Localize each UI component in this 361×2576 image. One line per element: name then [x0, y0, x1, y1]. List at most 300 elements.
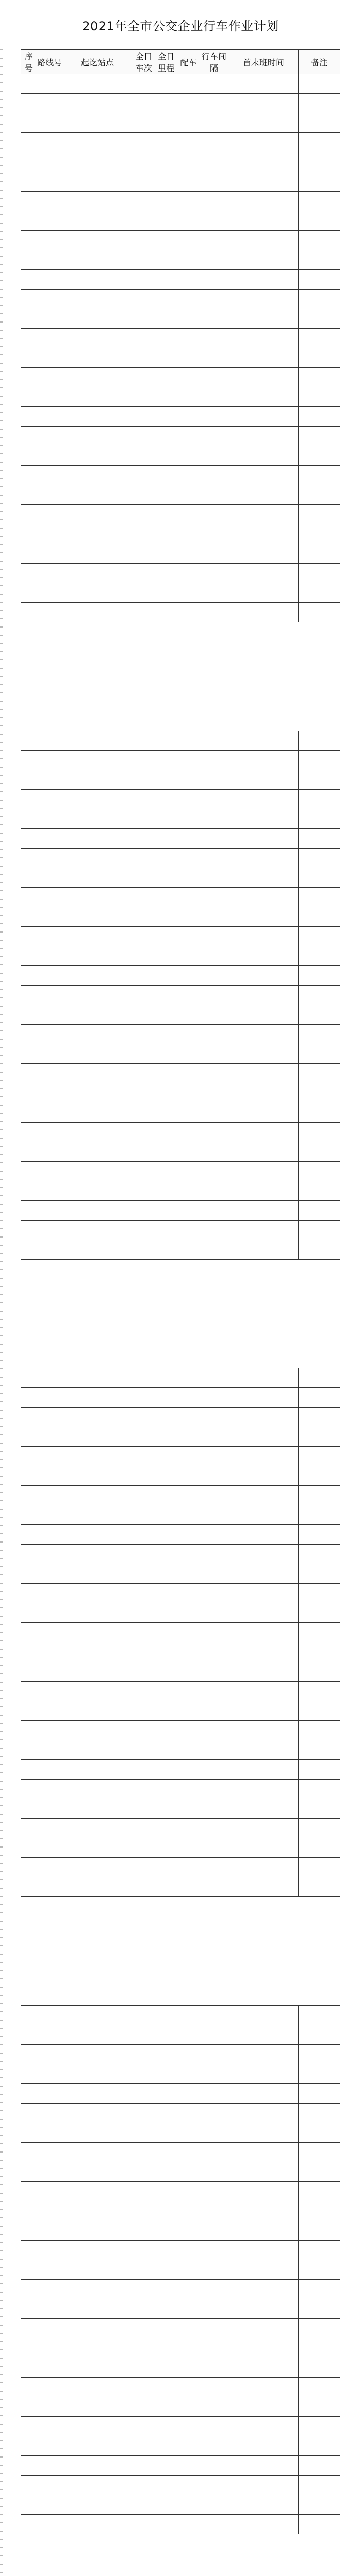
table-cell: [177, 2476, 200, 2495]
table-cell: [133, 368, 155, 387]
table-cell: [155, 1760, 177, 1780]
table-cell: [37, 2045, 62, 2064]
table-cell: [299, 1486, 340, 1505]
table-cell: [62, 407, 133, 427]
table-cell: [228, 1447, 299, 1466]
table-cell: [228, 1201, 299, 1221]
table-cell: [133, 1603, 155, 1623]
table-cell: [21, 2084, 37, 2104]
table-cell: [21, 1662, 37, 1682]
table-cell: [133, 329, 155, 348]
table-cell: [155, 211, 177, 231]
table-row: [21, 2436, 340, 2456]
table-cell: [21, 231, 37, 250]
table-row: [21, 907, 340, 927]
table-cell: [177, 790, 200, 809]
table-cell: [133, 1005, 155, 1025]
table-cell: [155, 2143, 177, 2162]
table-cell: [133, 1682, 155, 1701]
table-cell: [62, 1162, 133, 1181]
table-cell: [228, 1486, 299, 1505]
table-cell: [21, 1838, 37, 1858]
table-cell: [133, 1819, 155, 1838]
table-cell: [299, 505, 340, 524]
table-cell: [37, 113, 62, 133]
table-cell: [299, 2241, 340, 2260]
table-cell: [62, 270, 133, 290]
table-cell: [155, 1740, 177, 1760]
table-cell: [200, 2123, 228, 2143]
table-cell: [37, 2436, 62, 2456]
table-cell: [228, 329, 299, 348]
table-row: [21, 1142, 340, 1162]
col-header-mileage: 全日里程: [155, 50, 177, 74]
table-cell: [228, 2045, 299, 2064]
table-cell: [200, 172, 228, 192]
table-cell: [37, 1162, 62, 1181]
table-cell: [133, 2476, 155, 2495]
table-cell: [155, 790, 177, 809]
table-cell: [133, 1064, 155, 1083]
table-cell: [37, 907, 62, 927]
table-cell: [200, 2456, 228, 2476]
table-cell: [37, 1838, 62, 1858]
table-cell: [133, 2260, 155, 2280]
table-row: [21, 113, 340, 133]
table-cell: [228, 485, 299, 505]
table-cell: [21, 1142, 37, 1162]
table-cell: [21, 2123, 37, 2143]
table-row: [21, 1584, 340, 1603]
table-cell: [155, 966, 177, 986]
table-row: [21, 829, 340, 849]
table-cell: [200, 1799, 228, 1819]
table-cell: [228, 211, 299, 231]
table-cell: [155, 485, 177, 505]
table-cell: [37, 427, 62, 446]
schedule-rows-block-3: [21, 1368, 340, 1897]
table-cell: [299, 1525, 340, 1545]
table-cell: [37, 1447, 62, 1466]
table-row: [21, 211, 340, 231]
table-cell: [21, 250, 37, 270]
table-cell: [200, 309, 228, 329]
table-cell: [228, 2378, 299, 2397]
table-cell: [155, 2025, 177, 2045]
table-cell: [228, 1603, 299, 1623]
table-row: [21, 2338, 340, 2358]
table-cell: [133, 446, 155, 466]
table-cell: [200, 1877, 228, 1897]
table-cell: [299, 809, 340, 829]
table-cell: [37, 888, 62, 907]
table-cell: [62, 368, 133, 387]
table-cell: [155, 1662, 177, 1682]
table-cell: [228, 152, 299, 172]
table-row: [21, 2123, 340, 2143]
table-cell: [228, 309, 299, 329]
table-cell: [155, 583, 177, 603]
table-row: [21, 2221, 340, 2241]
table-cell: [177, 2162, 200, 2182]
table-cell: [299, 2378, 340, 2397]
table-cell: [177, 74, 200, 94]
table-cell: [21, 1525, 37, 1545]
table-cell: [228, 1064, 299, 1083]
table-cell: [37, 809, 62, 829]
table-cell: [133, 2417, 155, 2436]
table-cell: [177, 809, 200, 829]
table-cell: [155, 1368, 177, 1388]
table-cell: [177, 1142, 200, 1162]
table-cell: [228, 966, 299, 986]
table-cell: [21, 2280, 37, 2299]
table-row: [21, 329, 340, 348]
table-cell: [200, 1427, 228, 1447]
table-cell: [200, 1682, 228, 1701]
table-cell: [21, 868, 37, 888]
table-cell: [133, 427, 155, 446]
table-cell: [177, 2104, 200, 2123]
table-cell: [133, 270, 155, 290]
table-row: [21, 1181, 340, 1201]
table-cell: [200, 849, 228, 868]
table-cell: [177, 2064, 200, 2084]
table-cell: [155, 2436, 177, 2456]
table-cell: [177, 2358, 200, 2378]
table-cell: [155, 1181, 177, 1201]
table-cell: [133, 829, 155, 849]
table-cell: [37, 368, 62, 387]
table-cell: [62, 1388, 133, 1408]
table-cell: [21, 387, 37, 407]
col-header-stops: 起讫站点: [62, 50, 133, 74]
table-cell: [37, 770, 62, 790]
table-cell: [177, 2123, 200, 2143]
table-cell: [155, 1025, 177, 1044]
table-cell: [200, 2006, 228, 2025]
table-cell: [200, 829, 228, 849]
table-cell: [299, 1780, 340, 1799]
table-row: [21, 1525, 340, 1545]
table-cell: [62, 1221, 133, 1240]
table-cell: [200, 1838, 228, 1858]
table-cell: [62, 152, 133, 172]
table-cell: [37, 231, 62, 250]
table-cell: [21, 770, 37, 790]
table-cell: [21, 524, 37, 544]
table-cell: [37, 1201, 62, 1221]
table-cell: [21, 309, 37, 329]
schedule-rows-block-2: [21, 731, 340, 1260]
table-cell: [21, 1221, 37, 1240]
table-row: [21, 2143, 340, 2162]
table-row: [21, 1564, 340, 1584]
table-cell: [228, 113, 299, 133]
table-cell: [177, 387, 200, 407]
table-cell: [177, 770, 200, 790]
table-cell: [177, 1858, 200, 1877]
table-cell: [155, 192, 177, 211]
table-cell: [155, 1388, 177, 1408]
table-cell: [228, 1877, 299, 1897]
table-cell: [21, 1064, 37, 1083]
table-cell: [200, 524, 228, 544]
table-cell: [37, 524, 62, 544]
table-cell: [21, 790, 37, 809]
table-cell: [37, 2123, 62, 2143]
table-cell: [37, 2358, 62, 2378]
table-cell: [177, 1642, 200, 1662]
table-cell: [177, 2280, 200, 2299]
table-cell: [228, 2338, 299, 2358]
table-cell: [177, 2495, 200, 2515]
table-cell: [228, 946, 299, 966]
table-cell: [21, 290, 37, 309]
table-cell: [228, 731, 299, 751]
table-cell: [21, 1858, 37, 1877]
table-cell: [200, 2045, 228, 2064]
table-cell: [299, 603, 340, 622]
schedule-table-block-4: [21, 2005, 340, 2534]
table-row: [21, 348, 340, 368]
table-cell: [37, 192, 62, 211]
table-cell: [177, 986, 200, 1005]
table-cell: [299, 192, 340, 211]
table-cell: [177, 1623, 200, 1642]
table-cell: [299, 1142, 340, 1162]
table-cell: [177, 1525, 200, 1545]
table-cell: [21, 1025, 37, 1044]
table-cell: [177, 113, 200, 133]
table-cell: [177, 1584, 200, 1603]
table-cell: [299, 407, 340, 427]
table-cell: [21, 329, 37, 348]
table-cell: [200, 966, 228, 986]
table-cell: [228, 2417, 299, 2436]
page-gap: [21, 622, 340, 731]
table-cell: [200, 1525, 228, 1545]
table-cell: [21, 2358, 37, 2378]
table-cell: [228, 1564, 299, 1584]
table-cell: [62, 603, 133, 622]
table-cell: [299, 1368, 340, 1388]
table-cell: [21, 2182, 37, 2201]
table-cell: [177, 1486, 200, 1505]
table-cell: [200, 387, 228, 407]
table-cell: [299, 2162, 340, 2182]
table-cell: [37, 133, 62, 152]
table-cell: [200, 1123, 228, 1142]
table-cell: [133, 1662, 155, 1682]
table-cell: [21, 2338, 37, 2358]
page-gap: [21, 2534, 340, 2576]
table-cell: [177, 309, 200, 329]
table-cell: [62, 1447, 133, 1466]
table-cell: [155, 1427, 177, 1447]
table-cell: [177, 1740, 200, 1760]
table-cell: [133, 583, 155, 603]
table-cell: [21, 1564, 37, 1584]
table-cell: [21, 113, 37, 133]
table-cell: [133, 113, 155, 133]
table-cell: [177, 1005, 200, 1025]
table-row: [21, 2378, 340, 2397]
table-cell: [228, 2515, 299, 2534]
table-cell: [37, 1388, 62, 1408]
table-cell: [299, 907, 340, 927]
table-row: [21, 1819, 340, 1838]
table-cell: [62, 2397, 133, 2417]
table-cell: [228, 250, 299, 270]
table-cell: [133, 2201, 155, 2221]
table-cell: [155, 927, 177, 946]
table-cell: [299, 172, 340, 192]
table-cell: [177, 446, 200, 466]
table-cell: [133, 2143, 155, 2162]
table-cell: [299, 1181, 340, 1201]
table-cell: [228, 1740, 299, 1760]
table-cell: [37, 583, 62, 603]
table-cell: [228, 407, 299, 427]
table-cell: [133, 2319, 155, 2338]
table-cell: [155, 1447, 177, 1466]
table-cell: [21, 1466, 37, 1486]
table-cell: [200, 94, 228, 113]
table-cell: [155, 1799, 177, 1819]
table-row: [21, 2182, 340, 2201]
table-cell: [133, 564, 155, 583]
table-cell: [177, 1564, 200, 1584]
table-row: [21, 290, 340, 309]
table-cell: [21, 1123, 37, 1142]
table-cell: [37, 172, 62, 192]
table-cell: [155, 2006, 177, 2025]
table-cell: [155, 133, 177, 152]
table-row: [21, 966, 340, 986]
table-cell: [155, 2260, 177, 2280]
table-cell: [37, 849, 62, 868]
table-cell: [62, 2221, 133, 2241]
table-cell: [37, 1819, 62, 1838]
table-cell: [155, 751, 177, 770]
table-cell: [200, 1780, 228, 1799]
table-cell: [200, 2143, 228, 2162]
table-cell: [155, 250, 177, 270]
table-cell: [299, 2280, 340, 2299]
table-cell: [200, 2182, 228, 2201]
table-cell: [228, 1584, 299, 1603]
table-cell: [200, 1240, 228, 1260]
table-cell: [200, 1486, 228, 1505]
table-cell: [21, 2006, 37, 2025]
table-row: [21, 94, 340, 113]
table-cell: [133, 152, 155, 172]
table-cell: [62, 2378, 133, 2397]
table-cell: [21, 1486, 37, 1505]
table-row: [21, 1721, 340, 1740]
table-cell: [155, 2123, 177, 2143]
table-cell: [37, 211, 62, 231]
table-cell: [155, 2417, 177, 2436]
table-cell: [200, 2201, 228, 2221]
table-cell: [155, 2338, 177, 2358]
table-cell: [133, 751, 155, 770]
table-row: [21, 309, 340, 329]
table-cell: [200, 1044, 228, 1064]
table-cell: [133, 1083, 155, 1103]
table-cell: [21, 94, 37, 113]
table-row: [21, 2201, 340, 2221]
table-cell: [133, 1721, 155, 1740]
table-cell: [177, 849, 200, 868]
table-cell: [37, 986, 62, 1005]
table-cell: [62, 2123, 133, 2143]
table-cell: [155, 2378, 177, 2397]
table-cell: [228, 1388, 299, 1408]
table-cell: [133, 466, 155, 485]
table-cell: [177, 1083, 200, 1103]
table-row: [21, 2299, 340, 2319]
table-cell: [228, 1103, 299, 1123]
table-cell: [62, 427, 133, 446]
table-cell: [200, 270, 228, 290]
table-cell: [200, 1721, 228, 1740]
table-cell: [37, 1564, 62, 1584]
table-cell: [299, 1838, 340, 1858]
table-cell: [62, 2476, 133, 2495]
table-cell: [133, 1221, 155, 1240]
table-cell: [155, 1064, 177, 1083]
table-cell: [228, 583, 299, 603]
table-cell: [133, 1044, 155, 1064]
table-cell: [133, 407, 155, 427]
table-cell: [37, 1103, 62, 1123]
table-cell: [177, 2045, 200, 2064]
table-cell: [177, 751, 200, 770]
table-cell: [177, 1447, 200, 1466]
table-cell: [155, 2064, 177, 2084]
table-cell: [177, 407, 200, 427]
table-row: [21, 1799, 340, 1819]
table-cell: [155, 2221, 177, 2241]
table-cell: [228, 927, 299, 946]
table-cell: [177, 583, 200, 603]
table-row: [21, 368, 340, 387]
table-cell: [155, 1877, 177, 1897]
table-cell: [200, 427, 228, 446]
table-cell: [177, 2143, 200, 2162]
table-cell: [155, 1603, 177, 1623]
table-cell: [133, 966, 155, 986]
table-cell: [62, 524, 133, 544]
table-cell: [228, 2104, 299, 2123]
table-cell: [62, 1545, 133, 1564]
table-cell: [177, 907, 200, 927]
table-cell: [155, 1466, 177, 1486]
table-cell: [200, 603, 228, 622]
table-cell: [21, 927, 37, 946]
table-cell: [155, 113, 177, 133]
table-row: [21, 2064, 340, 2084]
table-cell: [177, 1427, 200, 1447]
table-cell: [62, 2436, 133, 2456]
table-cell: [228, 2436, 299, 2456]
table-cell: [228, 1525, 299, 1545]
table-row: [21, 1005, 340, 1025]
table-cell: [62, 133, 133, 152]
table-cell: [62, 2143, 133, 2162]
